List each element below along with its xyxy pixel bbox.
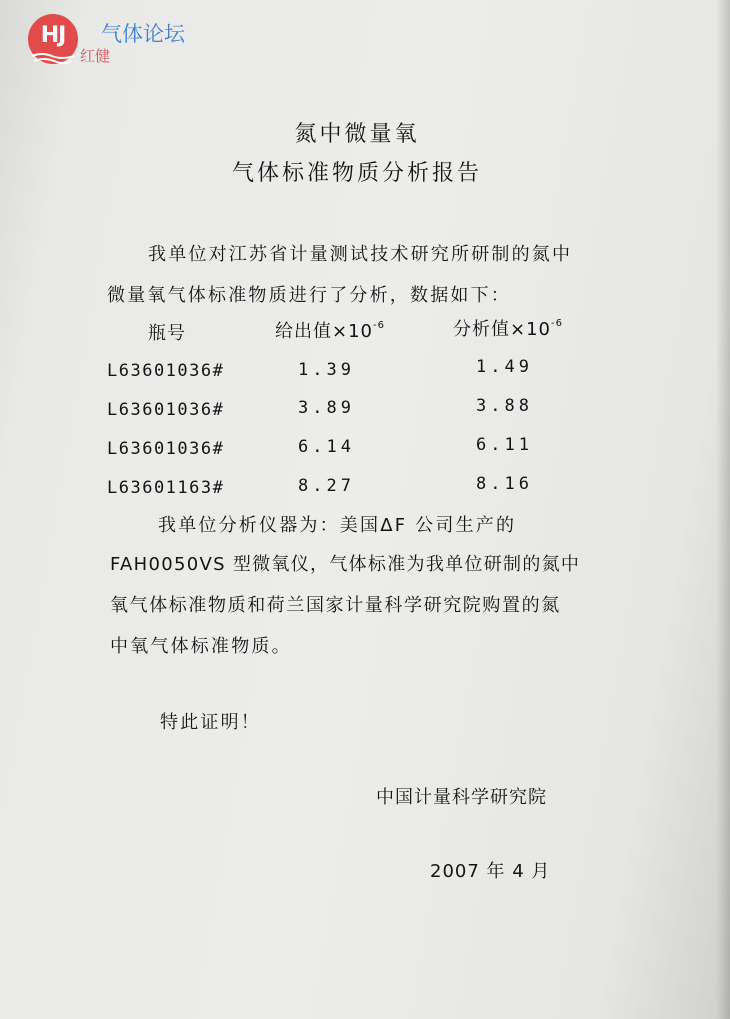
cell-bottle: L63601036# [107, 400, 225, 420]
header-measured: 分析值$\times 10^{-6}$ [453, 318, 563, 340]
watermark-brand: 红健 [80, 47, 111, 65]
cell-measured: 8.16 [476, 474, 533, 494]
cell-measured: 6.11 [476, 435, 533, 455]
wave-icon [30, 52, 76, 66]
logo-letters: HJ [40, 23, 66, 48]
cell-bottle: L63601163# [107, 478, 225, 498]
cell-given: 3.89 [298, 398, 355, 418]
method-line3: 氧气体标准物质和荷兰国家计量科学研究院购置的氮 [110, 595, 561, 616]
cell-bottle: L63601036# [107, 361, 225, 381]
cell-measured: 3.88 [476, 396, 533, 416]
header-bottle: 瓶号 [148, 323, 186, 344]
cell-measured: 1.49 [476, 357, 533, 377]
cell-given: 1.39 [298, 360, 355, 380]
cell-given: 6.14 [298, 437, 355, 457]
intro-line1: 我单位对江苏省计量测试技术研究所研制的氮中 [148, 244, 573, 265]
intro-line2: 微量氧气体标准物质进行了分析，数据如下： [107, 285, 511, 306]
cell-given: 8.27 [298, 476, 355, 496]
doc-date: 2007 年 4 月 [430, 861, 551, 882]
method-line1: 我单位分析仪器为：美国ΔF 公司生产的 [158, 515, 517, 536]
doc-title-line1: 氮中微量氧 [294, 122, 420, 147]
certify-text: 特此证明！ [160, 712, 261, 733]
header-given: 给出值$\times 10^{-6}$ [275, 320, 385, 342]
cell-bottle: L63601036# [107, 439, 225, 459]
method-line2: FAH0050VS 型微氧仪，气体标准为我单位研制的氮中 [110, 554, 581, 575]
signature-org: 中国计量科学研究院 [376, 787, 547, 808]
doc-title-line2: 气体标准物质分析报告 [231, 161, 482, 186]
page-edge-shadow [716, 0, 730, 1019]
watermark-site-name: 气体论坛 [101, 22, 185, 46]
method-line4: 中氧气体标准物质。 [110, 636, 292, 657]
watermark [28, 12, 228, 72]
